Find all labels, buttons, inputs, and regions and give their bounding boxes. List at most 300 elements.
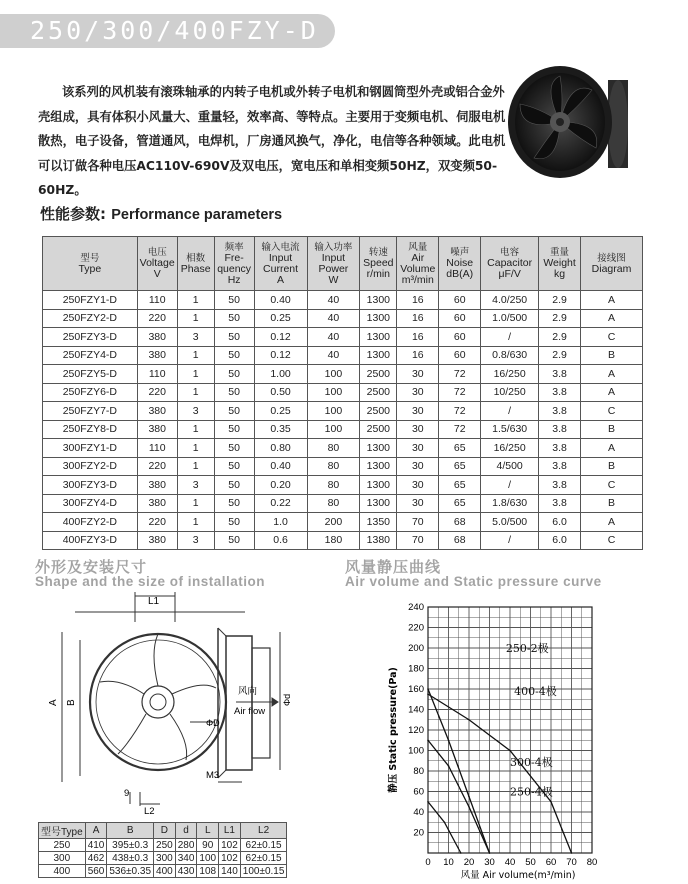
table-cell: 0.8/630 xyxy=(481,346,539,365)
table-cell: 0.35 xyxy=(254,420,307,439)
table-cell: 50 xyxy=(214,309,254,328)
dims-cell: 140 xyxy=(219,865,241,878)
header-unit: kg xyxy=(554,268,566,280)
table-cell: 60 xyxy=(439,328,481,347)
dims-cell: 102 xyxy=(219,852,241,865)
series-label: 400-4极 xyxy=(514,685,557,699)
table-cell: 0.22 xyxy=(254,494,307,513)
label-nine: 9 xyxy=(124,788,130,799)
table-cell: 100 xyxy=(307,365,360,384)
dims-cell: 560 xyxy=(85,865,107,878)
table-cell: 250FZY3-D xyxy=(43,328,138,347)
y-tick-label: 60 xyxy=(413,786,424,798)
table-cell: 2.9 xyxy=(539,291,581,310)
table-cell: 2.9 xyxy=(539,328,581,347)
table-cell: C xyxy=(581,328,643,347)
title-banner xyxy=(0,14,335,48)
header-cell xyxy=(43,237,138,291)
table-cell: 300FZY1-D xyxy=(43,439,138,458)
table-cell: 50 xyxy=(214,383,254,402)
curve-title-cn: 风量静压曲线 xyxy=(345,558,442,576)
table-cell: 6.0 xyxy=(539,513,581,532)
dims-cell: 400 xyxy=(39,865,86,878)
table-cell: 1 xyxy=(177,494,214,513)
dims-header-cell: D xyxy=(154,823,176,839)
series-point xyxy=(468,719,470,721)
table-cell: 3.8 xyxy=(539,494,581,513)
table-cell: 380 xyxy=(137,494,177,513)
x-axis-label: 风量 Air volume(m³/min) xyxy=(460,870,576,880)
table-cell: 16 xyxy=(397,346,439,365)
dims-header-cell: L xyxy=(197,823,219,839)
table-row xyxy=(43,346,643,365)
header-cn: 接线图 xyxy=(597,252,626,264)
dims-cell: 410 xyxy=(85,839,107,852)
header-en: Air Volume xyxy=(400,251,436,275)
y-tick-label: 80 xyxy=(413,766,424,777)
table-cell: 1300 xyxy=(360,291,397,310)
header-en: Weight xyxy=(543,257,576,269)
dims-cell: 300 xyxy=(154,852,176,865)
table-cell: 5.0/500 xyxy=(481,513,539,532)
header-en: Capacitor xyxy=(487,257,533,269)
table-cell: 50 xyxy=(214,402,254,421)
header-en: Input Power xyxy=(318,251,349,275)
series-point xyxy=(427,693,429,695)
table-cell: 60 xyxy=(439,309,481,328)
table-cell: 220 xyxy=(137,309,177,328)
x-tick-label: 70 xyxy=(566,857,577,868)
performance-title xyxy=(40,203,282,224)
y-tick-label: 40 xyxy=(413,807,424,818)
table-cell: 0.50 xyxy=(254,383,307,402)
table-cell: A xyxy=(581,439,643,458)
table-cell: 50 xyxy=(214,476,254,495)
y-tick-label: 20 xyxy=(413,827,424,839)
table-cell: 65 xyxy=(439,439,481,458)
header-cn: 相数 xyxy=(186,252,206,264)
table-cell: 1380 xyxy=(360,531,397,550)
fan-product-image xyxy=(500,60,650,185)
header-en: Phase xyxy=(180,262,211,275)
table-cell: 72 xyxy=(439,365,481,384)
table-cell: 30 xyxy=(397,365,439,384)
dims-cell: 438±0.3 xyxy=(107,852,154,865)
dims-header-cell: B xyxy=(107,823,154,839)
intro-paragraph xyxy=(38,80,508,203)
header-cell xyxy=(581,237,643,291)
dims-row xyxy=(39,852,287,865)
header-unit: A xyxy=(277,273,285,286)
table-cell: 3 xyxy=(177,402,214,421)
table-cell: 70 xyxy=(397,531,439,550)
table-cell: 110 xyxy=(137,291,177,310)
table-cell: 68 xyxy=(439,531,481,550)
header-cell xyxy=(137,237,177,291)
table-cell: A xyxy=(581,291,643,310)
table-cell: 220 xyxy=(137,457,177,476)
table-cell: 30 xyxy=(397,494,439,513)
table-cell: 1 xyxy=(177,291,214,310)
series-point xyxy=(427,688,429,690)
header-cell xyxy=(307,237,360,291)
table-cell: 2.9 xyxy=(539,309,581,328)
table-cell: 1300 xyxy=(360,476,397,495)
table-cell: 72 xyxy=(439,420,481,439)
series-point xyxy=(550,801,552,803)
y-tick-label: 120 xyxy=(408,725,424,736)
dims-cell: 430 xyxy=(175,865,197,878)
x-tick-label: 30 xyxy=(484,857,495,868)
table-cell: 50 xyxy=(214,291,254,310)
header-en: Input Current xyxy=(263,251,299,275)
table-cell: 3 xyxy=(177,476,214,495)
table-cell: 10/250 xyxy=(481,383,539,402)
table-cell: 400FZY2-D xyxy=(43,513,138,532)
table-cell: 60 xyxy=(439,346,481,365)
header-cn: 转速 xyxy=(368,247,388,258)
table-cell: 3.8 xyxy=(539,457,581,476)
table-cell: 50 xyxy=(214,328,254,347)
table-cell: 30 xyxy=(397,383,439,402)
table-cell: 1.8/630 xyxy=(481,494,539,513)
table-cell: 80 xyxy=(307,476,360,495)
label-l1: L1 xyxy=(148,596,160,607)
y-tick-label: 220 xyxy=(408,622,424,634)
table-cell: A xyxy=(581,383,643,402)
table-cell: 1.0 xyxy=(254,513,307,532)
header-cn: 型号 xyxy=(80,252,100,264)
table-cell: 3 xyxy=(177,531,214,550)
dims-cell: 462 xyxy=(85,852,107,865)
table-cell: 80 xyxy=(307,494,360,513)
dims-cell: 250 xyxy=(39,839,86,852)
table-cell: 30 xyxy=(397,402,439,421)
header-en: Noise xyxy=(446,257,474,269)
table-cell: 2500 xyxy=(360,420,397,439)
series-line xyxy=(428,802,461,853)
y-tick-label: 180 xyxy=(408,663,424,675)
table-cell: 0.6 xyxy=(254,531,307,550)
shape-title-en: Shape and the size of installation xyxy=(35,574,266,589)
x-tick-label: 0 xyxy=(425,857,431,868)
table-row xyxy=(43,402,643,421)
y-axis-label: 静压 Static pressure(Pa) xyxy=(388,667,399,793)
x-tick-label: 80 xyxy=(586,857,598,868)
table-cell: 50 xyxy=(214,531,254,550)
dims-cell: 62±0.15 xyxy=(240,852,287,865)
table-row xyxy=(43,494,643,513)
header-cell xyxy=(254,237,307,291)
header-cn: 噪声 xyxy=(450,247,470,258)
table-cell: 100 xyxy=(307,383,360,402)
fan-outline-circle xyxy=(90,634,226,770)
fan-side-housing xyxy=(226,636,252,770)
series-point xyxy=(571,852,573,854)
table-cell: 50 xyxy=(214,513,254,532)
table-cell: 0.12 xyxy=(254,328,307,347)
x-tick-label: 60 xyxy=(545,857,557,868)
table-cell: 220 xyxy=(137,383,177,402)
table-cell: A xyxy=(581,309,643,328)
table-cell: 0.40 xyxy=(254,457,307,476)
table-cell: 50 xyxy=(214,494,254,513)
table-cell: 1300 xyxy=(360,328,397,347)
table-cell: 1 xyxy=(177,513,214,532)
table-cell: 180 xyxy=(307,531,360,550)
header-unit: dB(A) xyxy=(446,268,474,280)
table-cell: 3.8 xyxy=(539,365,581,384)
header-en: Voltage xyxy=(139,257,175,269)
series-point xyxy=(460,852,462,854)
table-cell: 250FZY4-D xyxy=(43,346,138,365)
header-cell xyxy=(481,237,539,291)
table-cell: 3.8 xyxy=(539,420,581,439)
curve-title-en: Air volume and Static pressure curve xyxy=(345,574,602,589)
x-tick-label: 40 xyxy=(504,857,516,868)
table-cell: 380 xyxy=(137,420,177,439)
table-cell: 250FZY2-D xyxy=(43,309,138,328)
label-phi-d-small: ΦD xyxy=(206,718,220,728)
table-cell: 1 xyxy=(177,365,214,384)
header-unit: V xyxy=(153,268,161,280)
table-cell: 1 xyxy=(177,457,214,476)
table-cell: 200 xyxy=(307,513,360,532)
table-cell: 1 xyxy=(177,346,214,365)
table-cell: 380 xyxy=(137,346,177,365)
table-cell: 2500 xyxy=(360,365,397,384)
dims-row xyxy=(39,865,287,878)
dims-cell: 400 xyxy=(154,865,176,878)
header-en: Fre-quency xyxy=(217,251,252,275)
dimensions-table xyxy=(38,822,287,878)
y-tick-label: 240 xyxy=(408,602,424,613)
installation-drawing xyxy=(40,592,330,817)
table-cell: 1300 xyxy=(360,494,397,513)
table-cell: 60 xyxy=(439,291,481,310)
dimensions-table-body xyxy=(39,839,287,878)
table-cell: A xyxy=(581,365,643,384)
table-cell: / xyxy=(481,476,539,495)
header-cn: 输入功率 xyxy=(314,241,353,253)
series-label: 250-4极 xyxy=(510,785,553,799)
table-cell: 65 xyxy=(439,476,481,495)
dims-header-cell: L2 xyxy=(240,823,287,839)
series-label: 250-2极 xyxy=(505,642,549,656)
table-cell: 3.8 xyxy=(539,476,581,495)
table-cell: 250FZY6-D xyxy=(43,383,138,402)
table-cell: 1300 xyxy=(360,309,397,328)
table-cell: 80 xyxy=(307,439,360,458)
table-cell: 250FZY8-D xyxy=(43,420,138,439)
table-row xyxy=(43,328,643,347)
dims-cell: 340 xyxy=(175,852,197,865)
table-cell: 1300 xyxy=(360,457,397,476)
dims-cell: 90 xyxy=(197,839,219,852)
table-cell: 1 xyxy=(177,439,214,458)
table-cell: 4.0/250 xyxy=(481,291,539,310)
table-cell: 16/250 xyxy=(481,439,539,458)
header-cell xyxy=(360,237,397,291)
table-row xyxy=(43,531,643,550)
x-tick-label: 20 xyxy=(463,857,475,868)
table-cell: / xyxy=(481,402,539,421)
table-cell: 3.8 xyxy=(539,439,581,458)
table-cell: 72 xyxy=(439,383,481,402)
series-point xyxy=(448,765,450,767)
table-cell: 70 xyxy=(397,513,439,532)
table-cell: 40 xyxy=(307,291,360,310)
table-cell: 300FZY3-D xyxy=(43,476,138,495)
table-cell: 40 xyxy=(307,309,360,328)
dims-header-cell: d xyxy=(175,823,197,839)
table-cell: 100 xyxy=(307,402,360,421)
header-cn: 输入电流 xyxy=(261,241,300,253)
table-cell: 100 xyxy=(307,420,360,439)
dims-header-cell: A xyxy=(85,823,107,839)
table-cell: 380 xyxy=(137,476,177,495)
performance-table-header xyxy=(43,237,643,291)
label-b: B xyxy=(66,699,77,706)
table-cell: 2.9 xyxy=(539,346,581,365)
table-cell: 50 xyxy=(214,346,254,365)
header-cell xyxy=(539,237,581,291)
header-unit: μF/V xyxy=(498,268,521,280)
table-cell: 1.0/500 xyxy=(481,309,539,328)
series-point xyxy=(427,739,429,741)
table-cell: 0.25 xyxy=(254,402,307,421)
table-cell: 68 xyxy=(439,513,481,532)
table-cell: 30 xyxy=(397,420,439,439)
series-point xyxy=(427,801,429,803)
table-cell: 1 xyxy=(177,420,214,439)
y-tick-label: 200 xyxy=(408,643,424,654)
series-point xyxy=(468,806,470,808)
y-tick-label: 100 xyxy=(408,745,424,757)
header-cell xyxy=(177,237,214,291)
table-cell: / xyxy=(481,328,539,347)
table-cell: 300FZY4-D xyxy=(43,494,138,513)
table-cell: 300FZY2-D xyxy=(43,457,138,476)
header-unit: Hz xyxy=(227,273,241,286)
table-cell: 80 xyxy=(307,457,360,476)
table-cell: 2500 xyxy=(360,402,397,421)
table-cell: B xyxy=(581,494,643,513)
header-cell xyxy=(439,237,481,291)
table-cell: 65 xyxy=(439,457,481,476)
performance-title-cn: 性能参数: xyxy=(40,205,106,223)
table-cell: 380 xyxy=(137,402,177,421)
label-wind-en: Air flow xyxy=(234,706,266,717)
table-cell: 220 xyxy=(137,513,177,532)
table-row xyxy=(43,420,643,439)
table-cell: B xyxy=(581,346,643,365)
header-en: Diagram xyxy=(591,262,632,275)
table-row xyxy=(43,439,643,458)
table-cell: 1.00 xyxy=(254,365,307,384)
performance-table-body xyxy=(43,291,643,550)
table-row xyxy=(43,291,643,310)
dims-header-row xyxy=(39,823,287,839)
table-cell: C xyxy=(581,531,643,550)
dims-cell: 536±0.35 xyxy=(107,865,154,878)
table-cell: 0.25 xyxy=(254,309,307,328)
table-cell: 380 xyxy=(137,328,177,347)
table-cell: 0.40 xyxy=(254,291,307,310)
header-en: Type xyxy=(78,262,102,275)
dims-row xyxy=(39,839,287,852)
table-cell: 1.5/630 xyxy=(481,420,539,439)
table-cell: 16 xyxy=(397,291,439,310)
table-cell: 50 xyxy=(214,420,254,439)
table-cell: 1350 xyxy=(360,513,397,532)
table-cell: 50 xyxy=(214,439,254,458)
table-cell: 250FZY5-D xyxy=(43,365,138,384)
table-row xyxy=(43,365,643,384)
table-cell: A xyxy=(581,513,643,532)
header-row xyxy=(43,237,643,291)
table-cell: 110 xyxy=(137,365,177,384)
dims-cell: 100±0.15 xyxy=(240,865,287,878)
performance-title-en: Performance parameters xyxy=(111,207,283,223)
table-row xyxy=(43,476,643,495)
table-cell: 40 xyxy=(307,328,360,347)
table-cell: / xyxy=(481,531,539,550)
dims-header-cell: 型号Type xyxy=(39,823,86,839)
table-cell: 65 xyxy=(439,494,481,513)
header-cn: 重量 xyxy=(550,247,570,258)
dims-cell: 102 xyxy=(219,839,241,852)
table-cell: 6.0 xyxy=(539,531,581,550)
header-cell xyxy=(397,237,439,291)
table-cell: 400FZY3-D xyxy=(43,531,138,550)
header-cell xyxy=(214,237,254,291)
table-row xyxy=(43,457,643,476)
y-tick-label: 160 xyxy=(408,684,424,695)
series-point xyxy=(468,796,470,798)
table-cell: 1300 xyxy=(360,346,397,365)
header-unit: W xyxy=(328,273,339,286)
table-row xyxy=(43,309,643,328)
table-cell: 40 xyxy=(307,346,360,365)
table-cell: C xyxy=(581,402,643,421)
table-cell: 3.8 xyxy=(539,402,581,421)
dims-header-cell: L1 xyxy=(219,823,241,839)
page-title: 250/300/400FZY-D xyxy=(30,16,319,45)
table-cell: 0.80 xyxy=(254,439,307,458)
header-cn: 电容 xyxy=(500,247,520,258)
header-en: Speed xyxy=(363,257,394,269)
dims-cell: 300 xyxy=(39,852,86,865)
shape-title-cn: 外形及安装尺寸 xyxy=(35,558,148,576)
dims-cell: 250 xyxy=(154,839,176,852)
table-cell: 4/500 xyxy=(481,457,539,476)
table-cell: 0.12 xyxy=(254,346,307,365)
header-unit: r/min xyxy=(366,268,390,280)
table-cell: 30 xyxy=(397,476,439,495)
series-point xyxy=(509,750,511,752)
label-l2: L2 xyxy=(144,806,155,817)
table-cell: 30 xyxy=(397,439,439,458)
table-cell: 3.8 xyxy=(539,383,581,402)
table-cell: B xyxy=(581,420,643,439)
series-point xyxy=(489,852,491,854)
table-cell: 2500 xyxy=(360,383,397,402)
table-cell: 0.20 xyxy=(254,476,307,495)
table-row xyxy=(43,513,643,532)
series-point xyxy=(444,821,446,823)
table-cell: C xyxy=(581,476,643,495)
